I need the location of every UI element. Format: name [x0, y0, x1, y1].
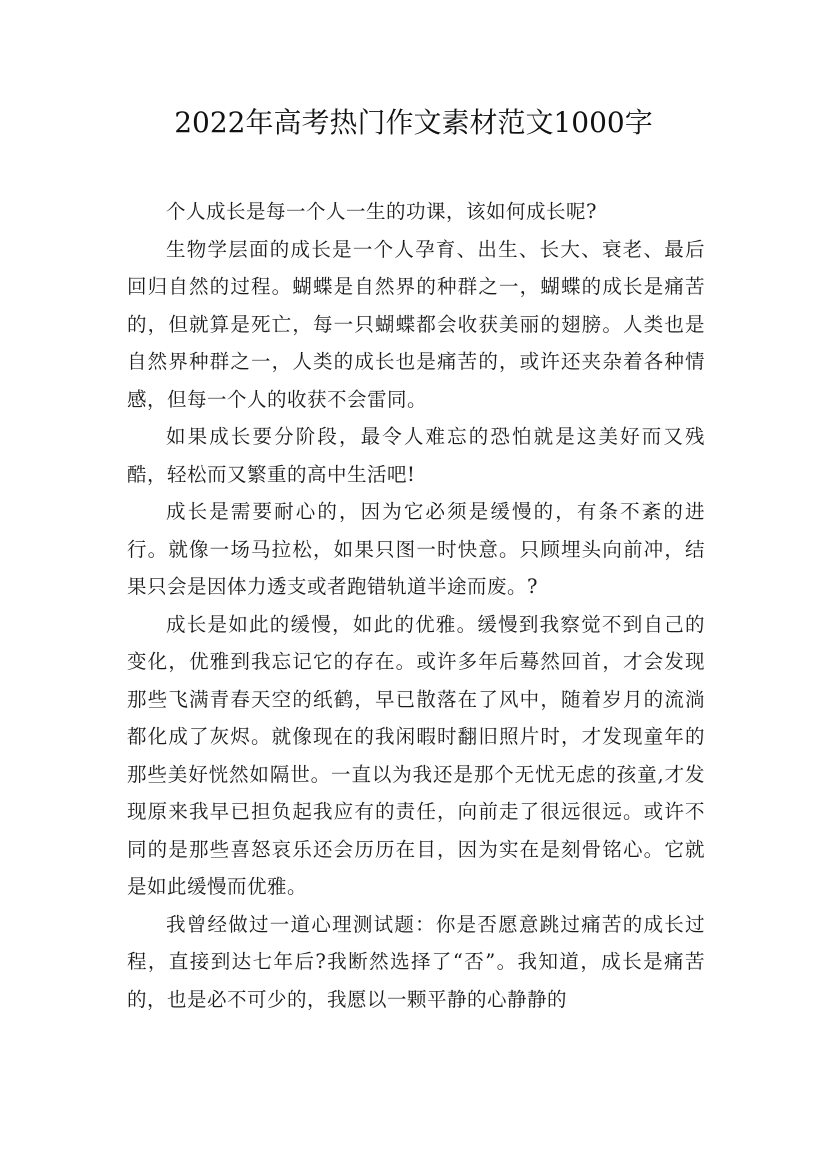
paragraph: 我曾经做过一道心理测试题：你是否愿意跳过痛苦的成长过程，直接到达七年后?我断然选择了“否”。我知道，成长是痛苦的，也是必不可少的，我愿以一颗平静的心静静的 [127, 912, 705, 1011]
paragraph: 生物学层面的成长是一个人孕育、出生、长大、衰老、最后回归自然的过程。蝴蝶是自然界的种群之一，蝴蝶的成长是痛苦的，但就算是死亡，每一只蝴蝶都会收获美丽的翅膀。人类也是自然界种群之一，人类的成长也是痛苦的，或许还夹杂着各种情感，但每一个人的收获不会雷同。 [127, 237, 705, 411]
paragraph: 成长是如此的缓慢，如此的优雅。缓慢到我察觉不到自己的变化，优雅到我忘记它的存在。或许多年后蓦然回首，才会发现那些飞满青春天空的纸鹤，早已散落在了风中，随着岁月的流淌都化成了灰烬。就像现在的我闲暇时翻旧照片时，才发现童年的那些美好恍然如隔世。一直以为我还是那个无忧无虑的孩童,才发现原来我早已担负起我应有的责任，向前走了很远很远。或许不同的是那些喜怒哀乐还会历历在目，因为实在是刻骨铭心。它就是如此缓慢而优雅。 [127, 612, 705, 898]
paragraph: 成长是需要耐心的，因为它必须是缓慢的，有条不紊的进行。就像一场马拉松，如果只图一时快意。只顾埋头向前冲，结果只会是因体力透支或者跑错轨道半途而废。? [127, 500, 705, 598]
document-body [127, 193, 705, 1018]
paragraph: 如果成长要分阶段，最令人难忘的恐怕就是这美好而又残酷，轻松而又繁重的高中生活吧! [127, 425, 705, 486]
paragraph: 个人成长是每一个人一生的功课，该如何成长呢? [166, 200, 597, 223]
document-title: 2022年高考热门作文素材范文1000字 [174, 106, 653, 139]
